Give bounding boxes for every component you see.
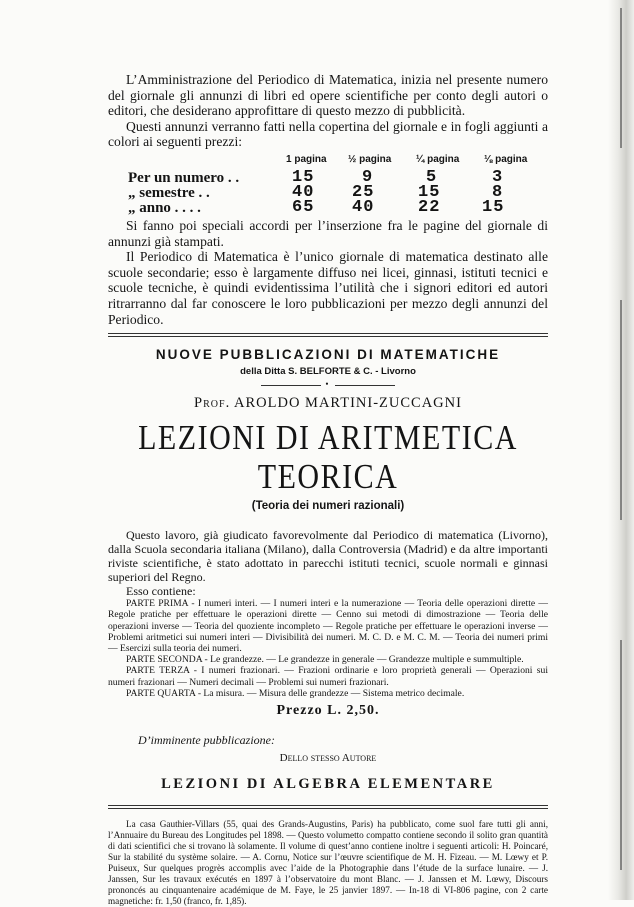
forthcoming-author: Dello stesso Autore <box>279 751 377 764</box>
ad-prices-paragraph: Questi annunzi verranno fatti nella copertina del giornale e in fogli aggiunti a colori ai seguenti prezzi: <box>108 118 548 150</box>
book-part: PARTE PRIMA - I numeri interi. — I numeri interi e la numerazione — Teoria delle operazioni dirette — Regole pratiche per effettuare le operazioni dirette — Cenno sui metodi di dimostrazione — Teoria delle operazioni inverse — Teoria del quoziente incompleto — Regole pratiche per effettuare le operazioni inverse — Problemi aritmetici sui numeri interi — Divisibilità dei numeri. M. C. D. e M. C. M. — Teoria dei numeri primi — Esercizi sulla teoria dei numeri. <box>108 598 548 654</box>
publisher-firm: della Ditta S. BELFORTE & C. - Livorno <box>240 366 416 378</box>
price-value: 25 <box>352 182 375 202</box>
ornament-divider: • <box>108 379 548 389</box>
price-value: 40 <box>292 182 315 202</box>
price-value: 65 <box>292 197 315 217</box>
contents-label: Esso contiene: <box>126 584 196 599</box>
price-value: 22 <box>418 197 441 217</box>
price-table <box>108 154 548 216</box>
price-value: 9 <box>362 167 374 187</box>
binding-mark <box>620 8 622 148</box>
periodico-description-paragraph: Il Periodico di Matematica è l’unico giornale di matematica destinato alle scuole secondarie; esso è largamente diffuso nei licei, ginnasi, istituti tecnici e scuole tecniche, è quindi evidentissima l’utilità che i signori editori ed autori ritrarranno dal far conoscere le loro pubblicazioni per mezzo degli annunzi del Periodico. <box>108 249 548 327</box>
price-header: ¼ pagina <box>416 153 460 165</box>
book-subtitle: (Teoria dei numeri razionali) <box>251 500 405 513</box>
binding-mark <box>620 300 622 520</box>
price-value: 15 <box>292 167 315 187</box>
book-title: LEZIONI DI ARITMETICA TEORICA <box>138 419 518 497</box>
book-part: PARTE SECONDA - Le grandezze. — Le grandezze in generale — Grandezze multiple e summultiple. <box>126 654 524 666</box>
book-price: Prezzo L. 2,50. <box>276 702 380 718</box>
book-author: Prof. AROLDO MARTINI-ZUCCAGNI <box>194 395 462 412</box>
book-description: Questo lavoro, già giudicato favorevolmente dal Periodico di matematica (Livorno), dalla Scuola secondaria italiana (Milano), dalla Controversia (Madrid) e da altre importanti riviste scientifiche, è stato adottato in parecchi istituti tecnici, scuole normali e ginnasi superiori del Regno. <box>108 528 548 585</box>
price-value: 15 <box>418 182 441 202</box>
binding-mark <box>620 640 622 870</box>
publisher-heading: NUOVE PUBBLICAZIONI DI MATEMATICHE <box>155 347 501 363</box>
forthcoming-label: D’imminente pubblicazione: <box>138 732 275 747</box>
price-value: 5 <box>426 167 438 187</box>
special-arrangements-paragraph: Si fanno poi speciali accordi per l’inserzione fra le pagine del giornale di annunzi già stampati. <box>108 217 548 249</box>
section-divider <box>108 805 548 809</box>
price-header: 1 pagina <box>286 153 327 165</box>
price-row-label: „ semestre . . <box>128 184 210 201</box>
price-value: 8 <box>492 182 504 202</box>
price-header: ½ pagina <box>348 153 392 165</box>
price-row-label: „ anno . . . . <box>128 199 201 216</box>
price-value: 3 <box>492 167 504 187</box>
book-part: PARTE QUARTA - La misura. — Misura delle grandezze — Sistema metrico decimale. <box>126 687 465 699</box>
section-divider <box>108 333 548 337</box>
book-part: PARTE TERZA - I numeri frazionari. — Frazioni ordinarie e loro proprietà generali — Operazioni sui numeri frazionari — Numeri decimali — Problemi sui numeri frazionari. <box>108 665 548 688</box>
price-value: 15 <box>482 197 505 217</box>
forthcoming-title: LEZIONI DI ALGEBRA ELEMENTARE <box>161 775 495 792</box>
price-row-label: Per un numero . . <box>128 169 240 186</box>
gauthier-villars-notice: La casa Gauthier-Villars (55, quai des Grands-Augustins, Paris) ha pubblicato, come suol fare tutti gli anni, l’Annuaire du Bureau des Longitudes pel 1898. — Questo volumetto compatto contiene secondo il solito gran quantità di dati scientifici che si trovano là solamente. Il volume di quest’anno contiene inoltre i seguenti articoli: H. Poincaré, Sur la stabilité du système solaire. — A. Cornu, Notice sur l’œuvre scientifique de M. H. Fizeau. — M. Lœwy et P. Puiseux, Sur quelques progrès accomplis avec l’aide de la Photographie dans l’étude de la surface lunaire. — J. Janssen, Sur les travaux exécutés en 1897 à l’observatoire du mont Blanc. — J. Janssen et M. Lœwy, Discours prononcés au cinquantenaire académique de M. Faye, le 25 janvier 1897. — In-18 di VI-806 pagine, con 2 carte magnetiche: fr. 1,50 (franco, fr. 1,85). <box>108 818 548 906</box>
ad-intro-paragraph: L’Amministrazione del Periodico di Matematica, inizia nel presente numero del giornale gli annunzi di libri ed opere scientifiche per conto degli autori o editori, che desiderano approfittare di questo mezzo di pubblicità. <box>108 72 548 119</box>
document-page <box>108 72 548 907</box>
price-header: ⅛ pagina <box>484 153 528 165</box>
price-value: 40 <box>352 197 375 217</box>
